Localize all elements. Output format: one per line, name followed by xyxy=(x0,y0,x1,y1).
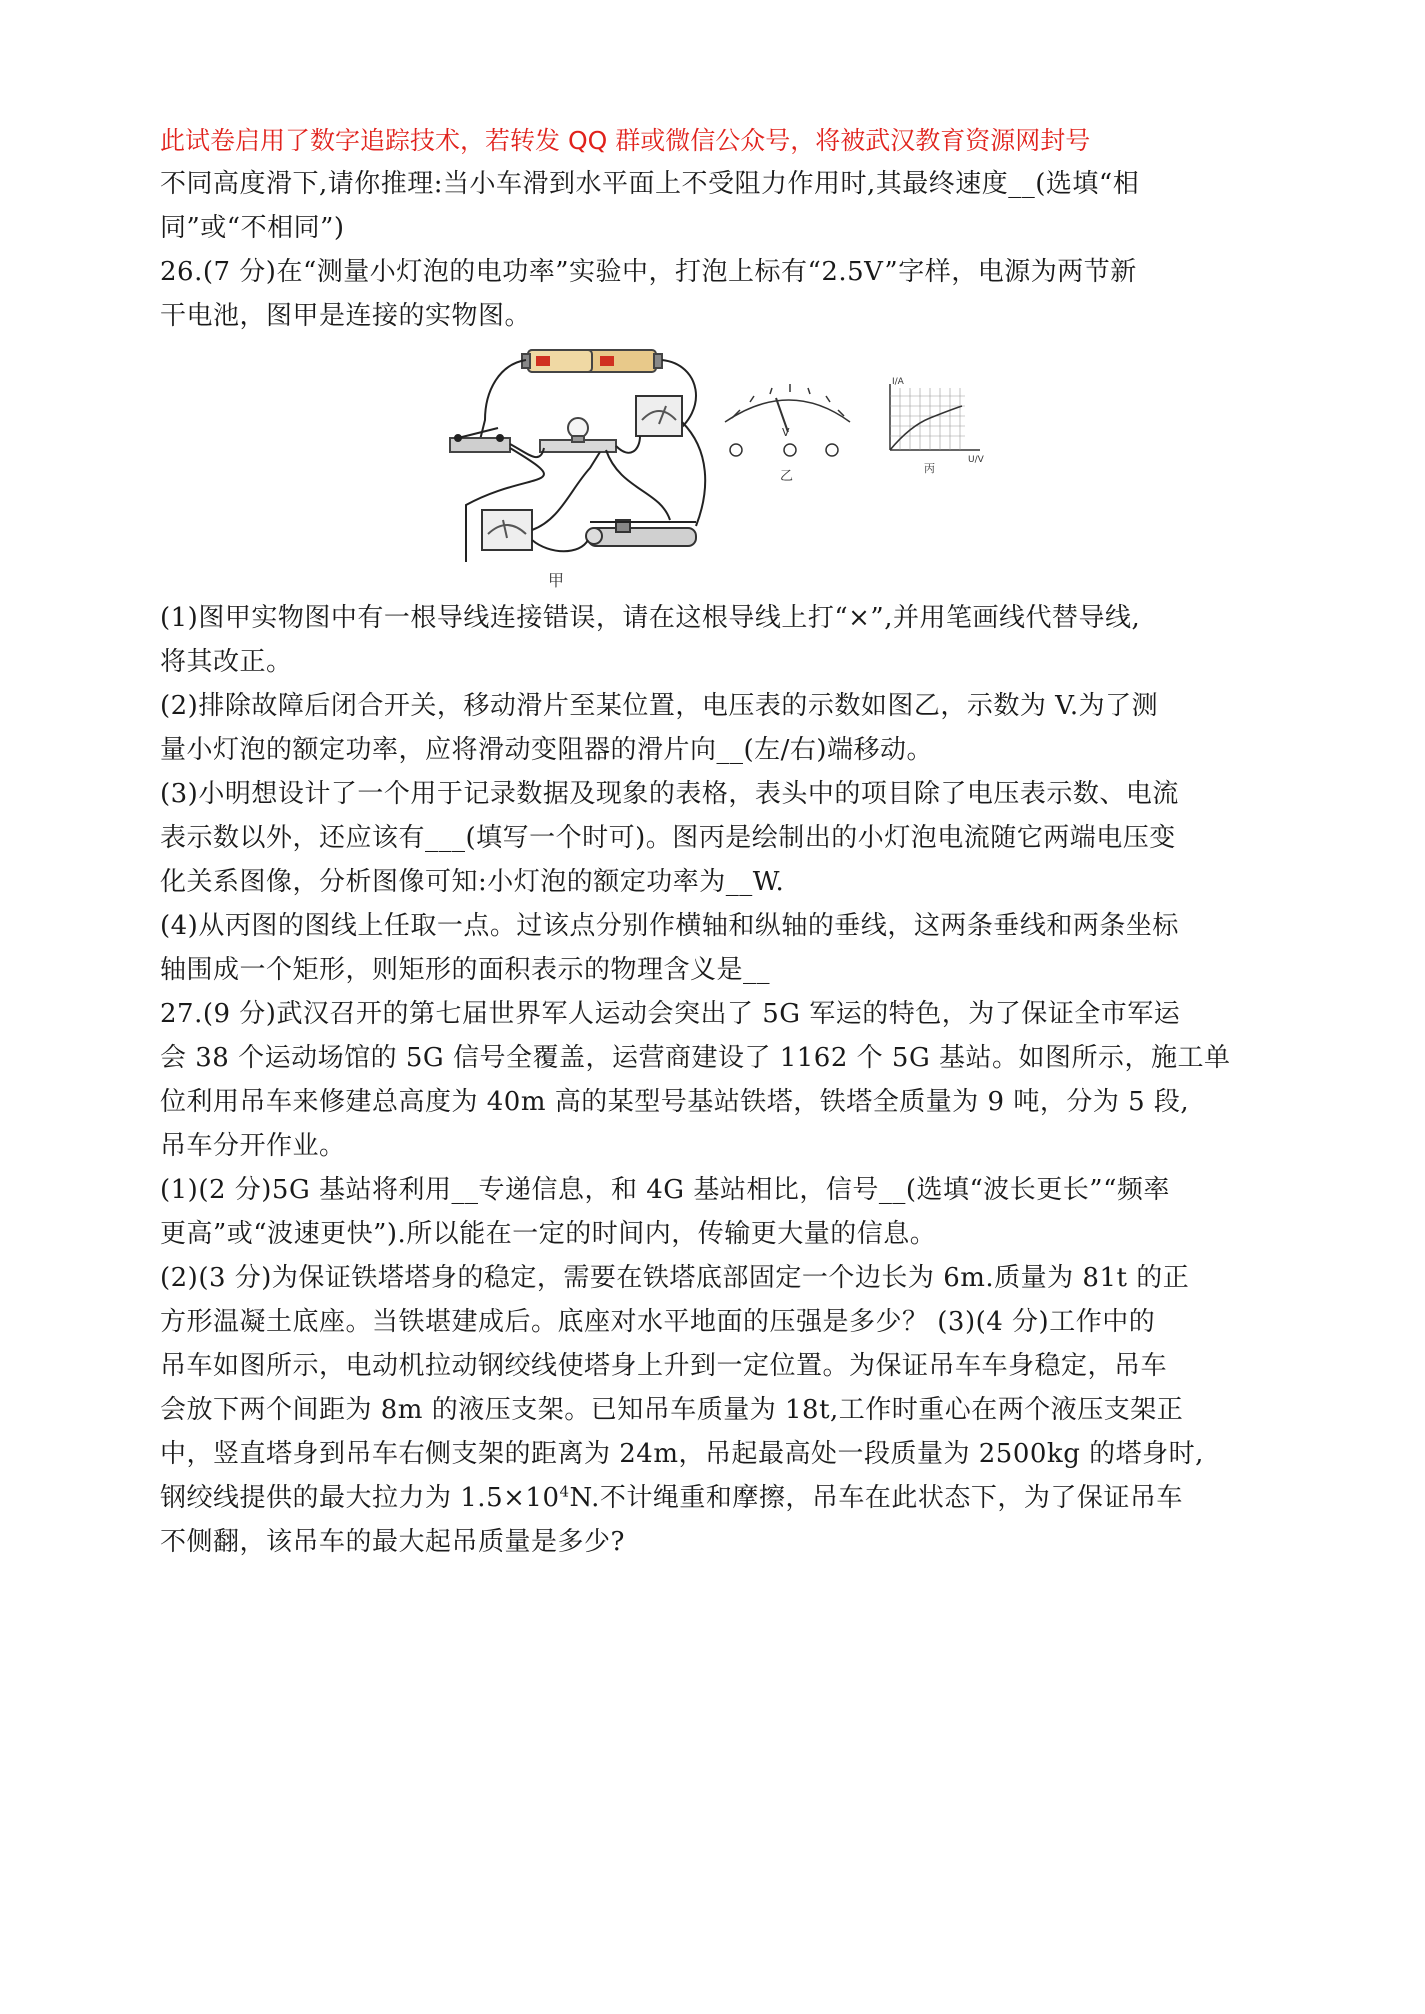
q26-part2-line: (2)排除故障后闭合开关，移动滑片至某位置，电压表的示数如图乙，示数为 V.为了测 xyxy=(160,691,1159,721)
q26-part3-line: 表示数以外，还应该有___(填写一个时可)。图丙是绘制出的小灯泡电流随它两端电压变 xyxy=(160,823,1176,853)
force-value-suffix: N.不计绳重和摩擦，吊车在此状态下，为了保证吊车 xyxy=(569,1483,1183,1513)
voltmeter xyxy=(636,396,682,436)
force-exponent: 4 xyxy=(559,1482,570,1501)
q26-stem-line: 干电池，图甲是连接的实物图。 xyxy=(160,301,532,331)
q27-part2-line: (2)(3 分)为保证铁塔塔身的稳定，需要在铁塔底部固定一个边长为 6m.质量为 81t 的正 xyxy=(160,1263,1190,1293)
q25-tail-line: 同”或“不相同”) xyxy=(160,213,345,243)
iu-curve xyxy=(890,406,962,450)
q27-stem-line: 会 38 个运动场馆的 5G 信号全覆盖，运营商建设了 1162 个 5G 基站。如图所示，施工单 xyxy=(160,1043,1231,1073)
q26-part1-line: (1)图甲实物图中有一根导线连接错误，请在这根导线上打“×”,并用笔画线代替导线, xyxy=(160,603,1141,633)
q26-part4-line: 轴围成一个矩形，则矩形的面积表示的物理含义是__ xyxy=(160,955,771,985)
text-block-bottom xyxy=(160,596,1280,1564)
ammeter xyxy=(482,510,532,550)
voltmeter-scale-yi xyxy=(725,384,850,456)
q27-stem-line: 吊车分开作业。 xyxy=(160,1131,346,1161)
q27-part1-line: (1)(2 分)5G 基站将利用__专递信息，和 4G 基站相比，信号__(选填“波长更长”“频率 xyxy=(160,1175,1170,1205)
q27-stem-line: 27.(9 分)武汉召开的第七届世界军人运动会突出了 5G 军运的特色，为了保证全市军运 xyxy=(160,999,1181,1029)
force-value-prefix: 钢绞线提供的最大拉力为 1.5×10 xyxy=(160,1483,560,1513)
q27-part3-line: 不侧翻，该吊车的最大起吊质量是多少? xyxy=(160,1527,625,1557)
q27-part3-line xyxy=(160,1476,1280,1520)
q26-part3-line: (3)小明想设计了一个用于记录数据及现象的表格，表头中的项目除了电压表示数、电流 xyxy=(160,779,1179,809)
q26-part4-line: (4)从丙图的图线上任取一点。过该点分别作横轴和纵轴的垂线，这两条垂线和两条坐标 xyxy=(160,911,1179,941)
circuit-figure-svg xyxy=(440,340,1060,592)
q25-tail-line: 不同高度滑下,请你推理:当小车滑到水平面上不受阻力作用时,其最终速度__(选填“相 xyxy=(160,169,1140,199)
q27-part1-line: 更高”或“波速更快”).所以能在一定的时间内，传输更大量的信息。 xyxy=(160,1219,937,1249)
q26-part1-line: 将其改正。 xyxy=(160,647,293,677)
q27-stem-line: 位利用吊车来修建总高度为 40m 高的某型号基站铁塔，铁塔全质量为 9 吨，分为 5 段, xyxy=(160,1087,1190,1117)
text-block-top xyxy=(160,162,1280,338)
label-yi: 乙 xyxy=(780,469,794,484)
q27-part3-line: 吊车如图所示，电动机拉动钢绞线使塔身上升到一定位置。为保证吊车车身稳定，吊车 xyxy=(160,1351,1168,1381)
graph-x-label: U/V xyxy=(968,455,984,465)
switch xyxy=(450,428,510,452)
q27-part3-line: 会放下两个间距为 8m 的液压支架。已知吊车质量为 18t,工作时重心在两个液压支架正 xyxy=(160,1395,1184,1425)
anti-forward-warning: 此试卷启用了数字追踪技术，若转发 QQ 群或微信公众号，将被武汉教育资源网封号 xyxy=(160,126,1091,155)
iu-graph-bing xyxy=(890,384,980,450)
label-jia: 甲 xyxy=(548,571,565,590)
q27-part2-line: 方形温凝土底座。当铁堪建成后。底座对水平地面的压强是多少？ (3)(4 分)工作中的 xyxy=(160,1307,1156,1337)
q26-stem-line: 26.(7 分)在“测量小灯泡的电功率”实验中，打泡上标有“2.5V”字样，电源为两节新 xyxy=(160,257,1137,287)
q26-figure xyxy=(440,340,1060,592)
graph-y-label: I/A xyxy=(892,377,904,387)
q26-part3-line: 化关系图像，分析图像可知:小灯泡的额定功率为__W. xyxy=(160,867,785,897)
circuit-diagram-jia xyxy=(450,350,705,562)
light-bulb xyxy=(540,418,616,452)
label-bing: 丙 xyxy=(924,462,935,475)
q27-part3-line: 中，竖直塔身到吊车右侧支架的距离为 24m，吊起最高处一段质量为 2500kg 的塔身时, xyxy=(160,1439,1204,1469)
q26-part2-line: 量小灯泡的额定功率，应将滑动变阻器的滑片向__(左/右)端移动。 xyxy=(160,735,934,765)
voltmeter-terminal-label: V xyxy=(782,426,790,439)
sliding-rheostat xyxy=(586,520,696,546)
